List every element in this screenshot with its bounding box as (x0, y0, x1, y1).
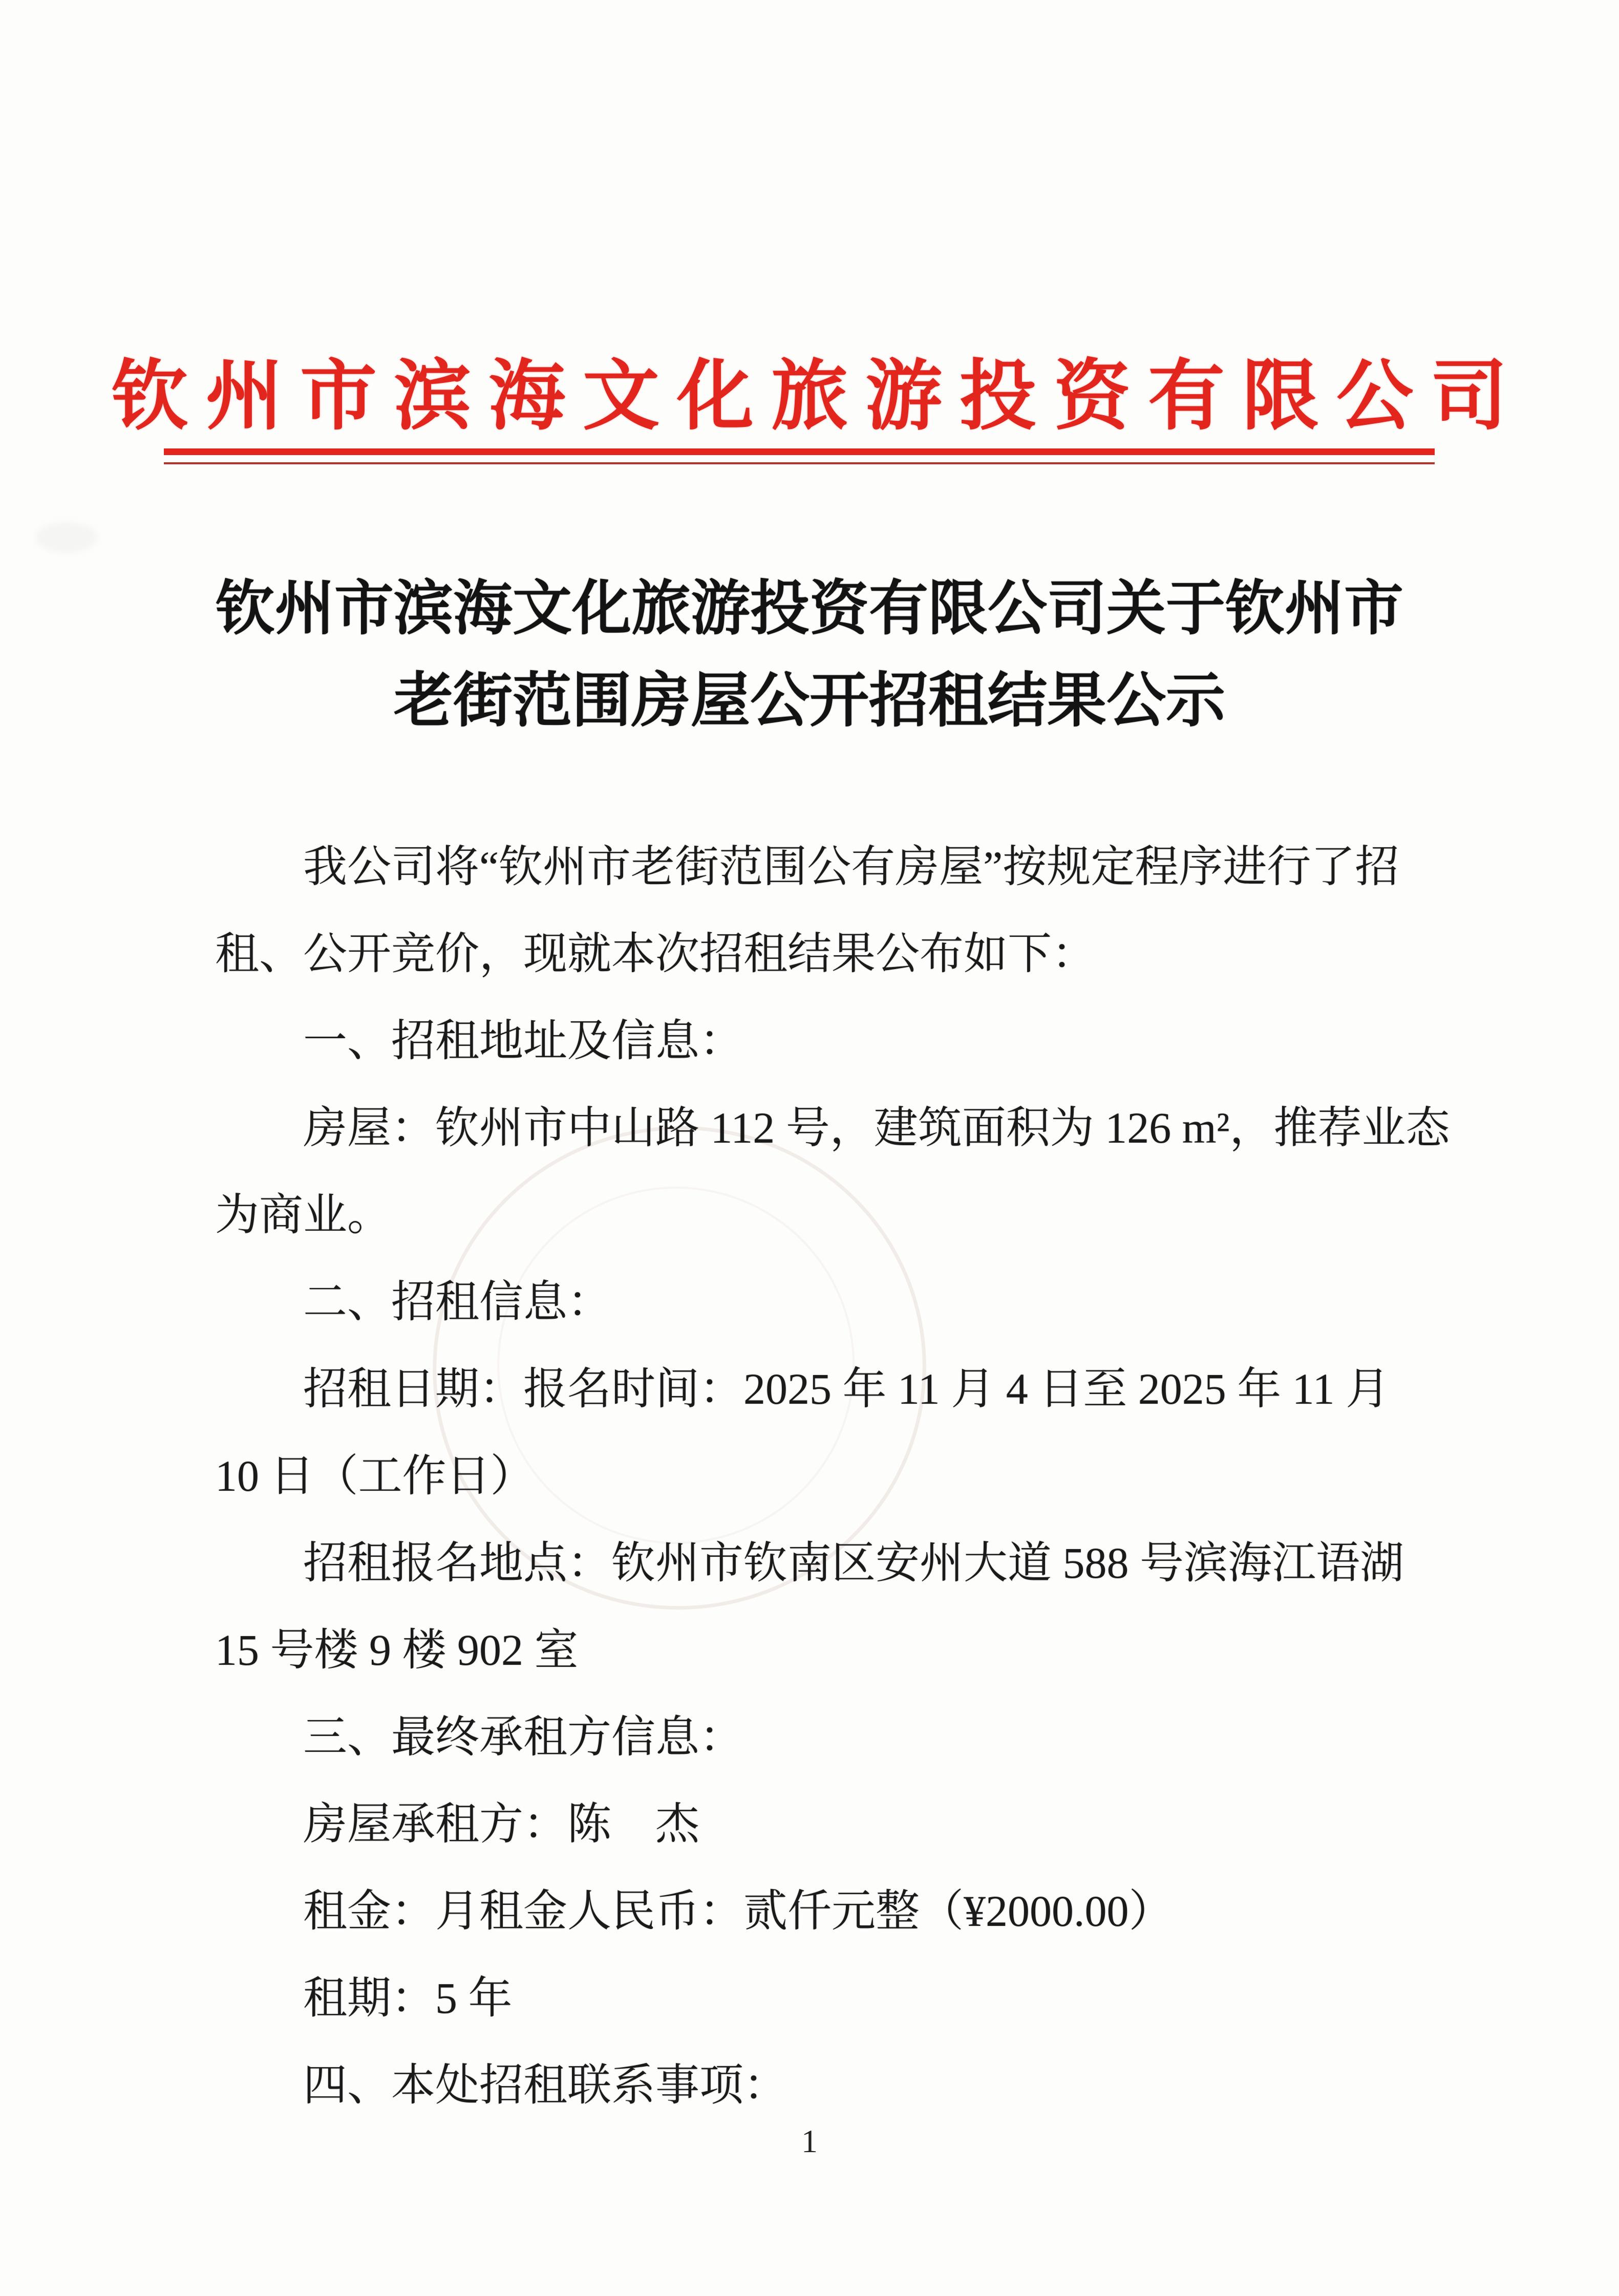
body-line: 租金：月租金人民币：贰仟元整（¥2000.00） (303, 1886, 1173, 1936)
body-line: 招租日期：报名时间：2025 年 11 月 4 日至 2025 年 11 月 (303, 1364, 1390, 1413)
company-letterhead: 钦州市滨海文化旅游投资有限公司 (111, 353, 1525, 439)
body-line: 房屋：钦州市中山路 112 号，建筑面积为 126 m²，推荐业态 (303, 1103, 1450, 1152)
body-line: 房屋承租方：陈 杰 (303, 1799, 699, 1849)
body-line: 招租报名地点：钦州市钦南区安州大道 588 号滨海江语湖 (303, 1538, 1404, 1587)
document-title (0, 563, 1619, 747)
body-line: 为商业。 (215, 1190, 391, 1239)
body-line: 四、本处招租联系事项： (303, 2061, 787, 2110)
scan-artifact-smudge (36, 522, 97, 553)
body-line: 三、最终承租方信息： (303, 1712, 743, 1762)
body-line: 二、招租信息： (303, 1277, 611, 1326)
document-body (215, 823, 1485, 2129)
body-line: 15 号楼 9 楼 902 室 (215, 1625, 579, 1675)
body-line: 10 日（工作日） (215, 1451, 535, 1500)
body-line: 我公司将“钦州市老街范围公有房屋”按规定程序进行了招 (303, 842, 1399, 891)
page-number: 1 (801, 2123, 818, 2159)
body-line: 一、招租地址及信息： (303, 1016, 743, 1065)
title-line-2: 老街范围房屋公开招租结果公示 (394, 669, 1225, 734)
body-line: 租、公开竞价，现就本次招租结果公布如下： (215, 929, 1096, 978)
letterhead-divider (164, 448, 1435, 464)
divider-thick-line (164, 448, 1435, 455)
body-line: 租期：5 年 (303, 1973, 513, 2023)
title-line-1: 钦州市滨海文化旅游投资有限公司关于钦州市 (216, 576, 1403, 642)
divider-thin-line (164, 462, 1435, 464)
